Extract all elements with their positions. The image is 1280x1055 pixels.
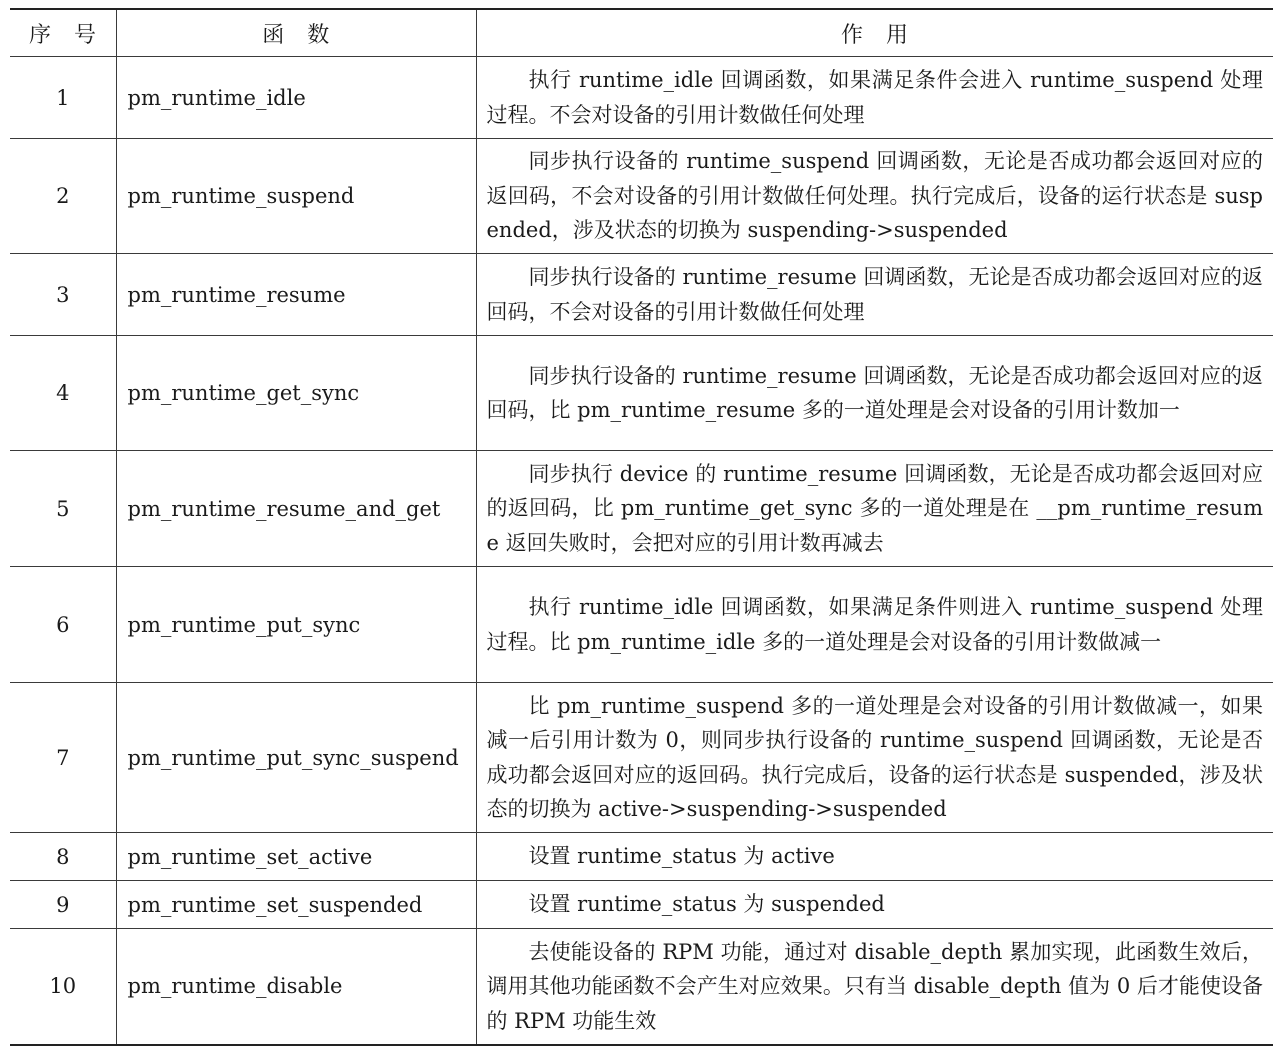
function-name: pm_runtime_disable — [116, 929, 476, 1045]
table-row — [10, 254, 1273, 336]
function-name: pm_runtime_put_sync — [116, 567, 476, 683]
row-number: 3 — [10, 254, 116, 336]
function-description: 比 pm_runtime_suspend 多的一道处理是会对设备的引用计数做减一，如果减一后引用计数为 0，则同步执行设备的 runtime_suspend 回调函数，无论是否成功都会返回对应的返回码。执行完成后，设备的运行状态是 suspended，涉及状态的切换为 active->suspending->suspended — [476, 683, 1273, 833]
row-number: 5 — [10, 451, 116, 567]
row-number: 7 — [10, 683, 116, 833]
function-name: pm_runtime_get_sync — [116, 336, 476, 451]
header-row — [10, 9, 1273, 57]
function-description: 同步执行设备的 runtime_resume 回调函数，无论是否成功都会返回对应的返回码，不会对设备的引用计数做任何处理 — [476, 254, 1273, 336]
table-body — [10, 57, 1273, 1045]
function-description: 同步执行 device 的 runtime_resume 回调函数，无论是否成功都会返回对应的返回码，比 pm_runtime_get_sync 多的一道处理是在 __pm_runtime_resume 返回失败时，会把对应的引用计数再减去 — [476, 451, 1273, 567]
function-name: pm_runtime_resume_and_get — [116, 451, 476, 567]
function-description: 去使能设备的 RPM 功能，通过对 disable_depth 累加实现，此函数生效后，调用其他功能函数不会产生对应效果。只有当 disable_depth 值为 0 后才能使设备的 RPM 功能生效 — [476, 929, 1273, 1045]
table-row — [10, 451, 1273, 567]
function-name: pm_runtime_set_active — [116, 833, 476, 881]
table-row — [10, 929, 1273, 1045]
table-row — [10, 683, 1273, 833]
row-number: 6 — [10, 567, 116, 683]
header-function: 函 数 — [116, 9, 476, 57]
header-purpose: 作 用 — [476, 9, 1273, 57]
function-name: pm_runtime_put_sync_suspend — [116, 683, 476, 833]
table-row — [10, 881, 1273, 929]
row-number: 10 — [10, 929, 116, 1045]
function-description: 同步执行设备的 runtime_resume 回调函数，无论是否成功都会返回对应的返回码，比 pm_runtime_resume 多的一道处理是会对设备的引用计数加一 — [476, 336, 1273, 451]
table-row — [10, 336, 1273, 451]
table-row — [10, 57, 1273, 139]
function-description: 执行 runtime_idle 回调函数，如果满足条件会进入 runtime_suspend 处理过程。不会对设备的引用计数做任何处理 — [476, 57, 1273, 139]
function-name: pm_runtime_suspend — [116, 139, 476, 254]
table-row — [10, 833, 1273, 881]
row-number: 8 — [10, 833, 116, 881]
function-name: pm_runtime_set_suspended — [116, 881, 476, 929]
row-number: 9 — [10, 881, 116, 929]
function-description: 同步执行设备的 runtime_suspend 回调函数，无论是否成功都会返回对应的返回码，不会对设备的引用计数做任何处理。执行完成后，设备的运行状态是 suspended，涉及状态的切换为 suspending->suspended — [476, 139, 1273, 254]
table-row — [10, 139, 1273, 254]
row-number: 1 — [10, 57, 116, 139]
function-name: pm_runtime_idle — [116, 57, 476, 139]
rpm-function-table — [10, 8, 1273, 1046]
table-row — [10, 567, 1273, 683]
function-description: 设置 runtime_status 为 active — [476, 833, 1273, 881]
row-number: 2 — [10, 139, 116, 254]
row-number: 4 — [10, 336, 116, 451]
function-name: pm_runtime_resume — [116, 254, 476, 336]
function-description: 执行 runtime_idle 回调函数，如果满足条件则进入 runtime_suspend 处理过程。比 pm_runtime_idle 多的一道处理是会对设备的引用计数做减一 — [476, 567, 1273, 683]
function-description: 设置 runtime_status 为 suspended — [476, 881, 1273, 929]
header-index: 序 号 — [10, 9, 116, 57]
table-header — [10, 9, 1273, 57]
